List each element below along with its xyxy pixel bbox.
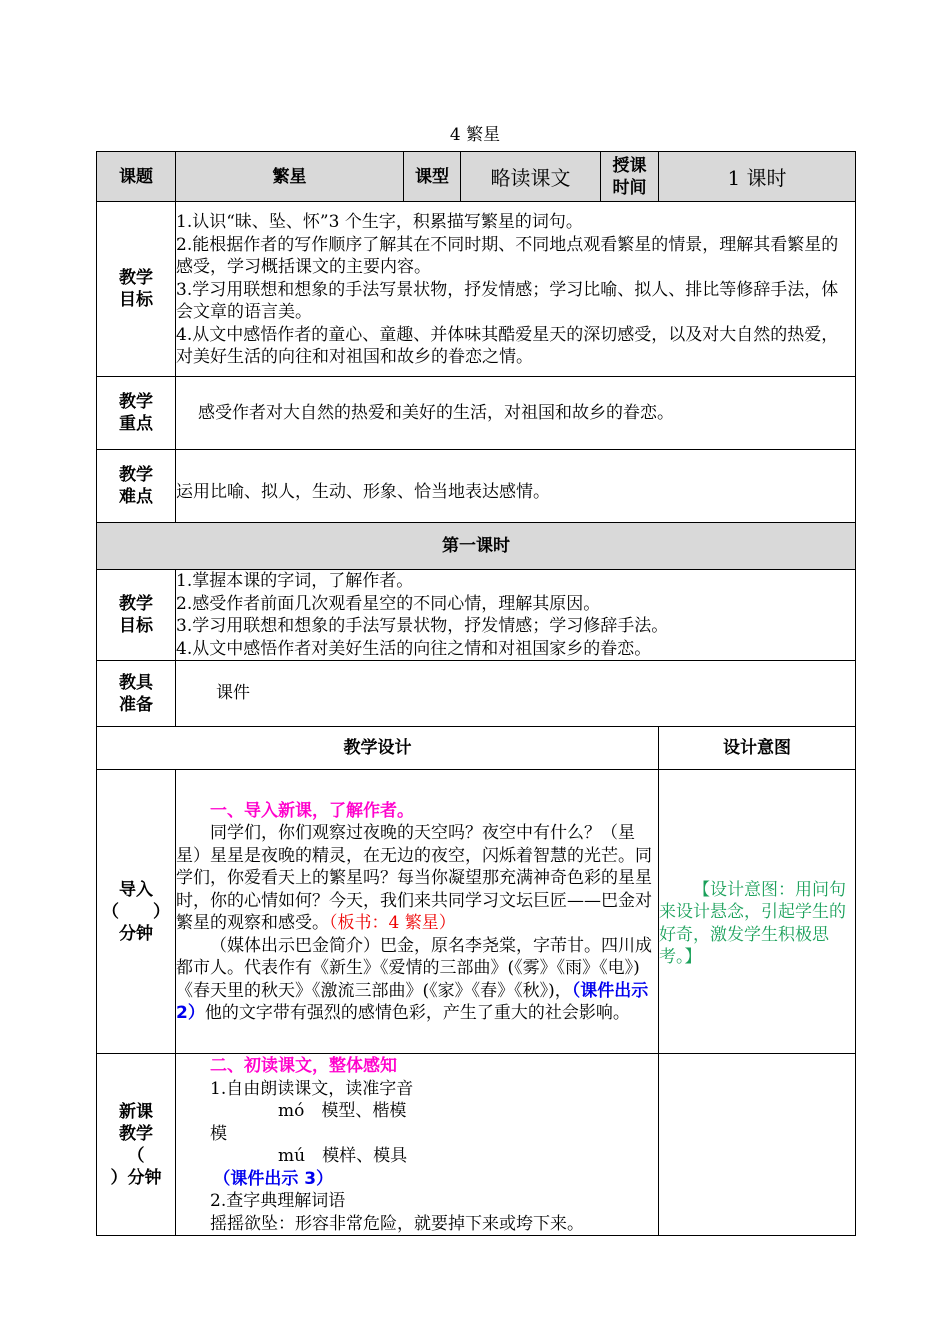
step2: 2.查字典理解词语 bbox=[210, 1191, 346, 1211]
board-note: （板书：4 繁星） bbox=[329, 913, 456, 933]
goal-item: 3.学习用联想和想象的手法写景状物，抒发情感；学习比喻、拟人、排比等修辞手法，体会文章的语言美。 bbox=[176, 279, 839, 323]
difficulty-label bbox=[97, 450, 176, 523]
period-goal-item: 1.掌握本课的字词，了解作者。 bbox=[176, 571, 414, 591]
author-text: （媒体出示巴金简介）巴金，原名李尧棠，字芾甘。四川成都市人。代表作有《新生》《爱情的三部曲》(《雾》《雨》《电》)《春天里的秋天》《激流三部曲》(《家》《春》《秋》)， bbox=[176, 935, 652, 1001]
period-goals-row bbox=[97, 570, 856, 661]
period-goal-item: 3.学习用联想和想象的手法写景状物，抒发情感；学习修辞手法。 bbox=[176, 616, 669, 636]
newlesson-label-line2: 教学 bbox=[119, 1123, 153, 1144]
newlesson-content bbox=[176, 1054, 659, 1236]
type-value: 略读课文 bbox=[461, 152, 601, 202]
tools-label-line1: 教具 bbox=[119, 672, 153, 693]
tools-label-line2: 准备 bbox=[119, 694, 153, 715]
polyphone-char: 模 bbox=[210, 1123, 227, 1144]
period-goal-item: 2.感受作者前面几次观看星空的不同心情，理解其原因。 bbox=[176, 593, 601, 614]
word-definition: 摇摇欲坠：形容非常危险，就要掉下来或垮下来。 bbox=[210, 1213, 584, 1234]
time-label-line1: 授课 bbox=[612, 155, 647, 176]
goals-label bbox=[97, 202, 176, 377]
difficulty-label-line1: 教学 bbox=[119, 465, 153, 485]
intro-label-line3: 分钟 bbox=[119, 923, 153, 944]
document-title: 4 繁星 bbox=[449, 125, 501, 145]
newlesson-heading: 二、初读课文，整体感知 bbox=[210, 1056, 397, 1076]
difficulty-row bbox=[97, 450, 856, 523]
author-text-end: 他的文字带有强烈的感情色彩，产生了重大的社会影响。 bbox=[204, 1003, 630, 1023]
newlesson-row bbox=[97, 1054, 856, 1236]
period-title: 第一课时 bbox=[97, 523, 856, 570]
key-label bbox=[97, 377, 176, 450]
intro-label-line2: （ ） bbox=[102, 901, 170, 922]
time-label bbox=[601, 152, 659, 202]
step1: 1.自由朗读课文，读准字音 bbox=[210, 1078, 414, 1099]
goal-item: 2.能根据作者的写作顺序了解其在不同时期、不同地点观看繁星的情景，理解其看繁星的感受，学习概括课文的主要内容。 bbox=[176, 234, 839, 278]
key-label-line2: 重点 bbox=[119, 414, 153, 434]
type-label: 课型 bbox=[404, 152, 461, 202]
pronunciation-2: mú 模样、模具 bbox=[278, 1146, 408, 1166]
goals-label-line1: 教学 bbox=[119, 268, 153, 288]
intro-heading: 一、导入新课，了解作者。 bbox=[210, 800, 414, 821]
design-column-header: 教学设计 bbox=[97, 727, 659, 770]
key-label-line1: 教学 bbox=[119, 392, 153, 412]
goals-content bbox=[176, 202, 856, 377]
newlesson-label-line4: ）分钟 bbox=[110, 1167, 162, 1188]
newlesson-label-line3: （ bbox=[127, 1145, 145, 1166]
tools-content: 课件 bbox=[176, 661, 856, 727]
intro-label bbox=[97, 770, 176, 1054]
key-content: 感受作者对大自然的热爱和美好的生活，对祖国和故乡的眷恋。 bbox=[176, 377, 856, 450]
intro-label-line1: 导入 bbox=[119, 879, 153, 900]
intent-column-header: 设计意图 bbox=[659, 727, 856, 770]
newlesson-label bbox=[97, 1054, 176, 1236]
topic-label: 课题 bbox=[97, 152, 176, 202]
goals-row bbox=[97, 202, 856, 377]
courseware-note-3: （课件出示 3） bbox=[213, 1168, 334, 1189]
intro-row bbox=[97, 770, 856, 1054]
goals-label-line2: 目标 bbox=[119, 290, 153, 310]
author-paragraph bbox=[176, 935, 658, 1025]
courseware-note: （课件出示 2） bbox=[176, 980, 649, 1023]
goal-item: 1.认识“昧、坠、怀”3 个生字，积累描写繁星的词句。 bbox=[176, 212, 583, 233]
key-row bbox=[97, 377, 856, 450]
time-value: 1 课时 bbox=[659, 152, 856, 202]
intro-intent: 【设计意图：用问句来设计悬念，引起学生的好奇，激发学生积极思考。】 bbox=[659, 770, 856, 1054]
pronunciation-1: mó 模型、楷模 bbox=[278, 1101, 407, 1121]
period-goals-label-line1: 教学 bbox=[119, 594, 153, 614]
period-goal-item: 4.从文中感悟作者对美好生活的向往之情和对祖国家乡的眷恋。 bbox=[176, 638, 652, 659]
header-row bbox=[97, 152, 856, 202]
topic-value: 繁星 bbox=[176, 152, 404, 202]
difficulty-label-line2: 难点 bbox=[119, 487, 153, 507]
tools-label bbox=[97, 661, 176, 727]
difficulty-content: 运用比喻、拟人，生动、形象、恰当地表达感情。 bbox=[176, 450, 856, 523]
period-goals-label-line2: 目标 bbox=[119, 616, 153, 636]
period-goals-content bbox=[176, 570, 856, 661]
newlesson-label-line1: 新课 bbox=[119, 1101, 153, 1122]
goal-item: 4.从文中感悟作者的童心、童趣、并体味其酷爱星天的深切感受，以及对大自然的热爱，对美好生活的向往和对祖国和故乡的眷恋之情。 bbox=[176, 324, 839, 368]
lesson-plan-table bbox=[96, 151, 856, 1236]
time-label-line2: 时间 bbox=[612, 177, 647, 198]
intro-paragraph bbox=[176, 822, 658, 935]
tools-row bbox=[97, 661, 856, 727]
period-goals-label bbox=[97, 570, 176, 661]
newlesson-intent bbox=[659, 1054, 856, 1236]
intro-paragraph-text: 同学们，你们观察过夜晚的天空吗？夜空中有什么？（星星）星星是夜晚的精灵，在无边的夜空，闪烁着智慧的光芒。同学们，你爱看天上的繁星吗？每当你凝望那充满神奇色彩的星星时，你的心情如何？今天，我们来共同学习文坛巨匠——巴金对繁星的观察和感受。 bbox=[176, 823, 652, 933]
period-title-row bbox=[97, 523, 856, 570]
intro-content bbox=[176, 770, 659, 1054]
design-header-row bbox=[97, 727, 856, 770]
